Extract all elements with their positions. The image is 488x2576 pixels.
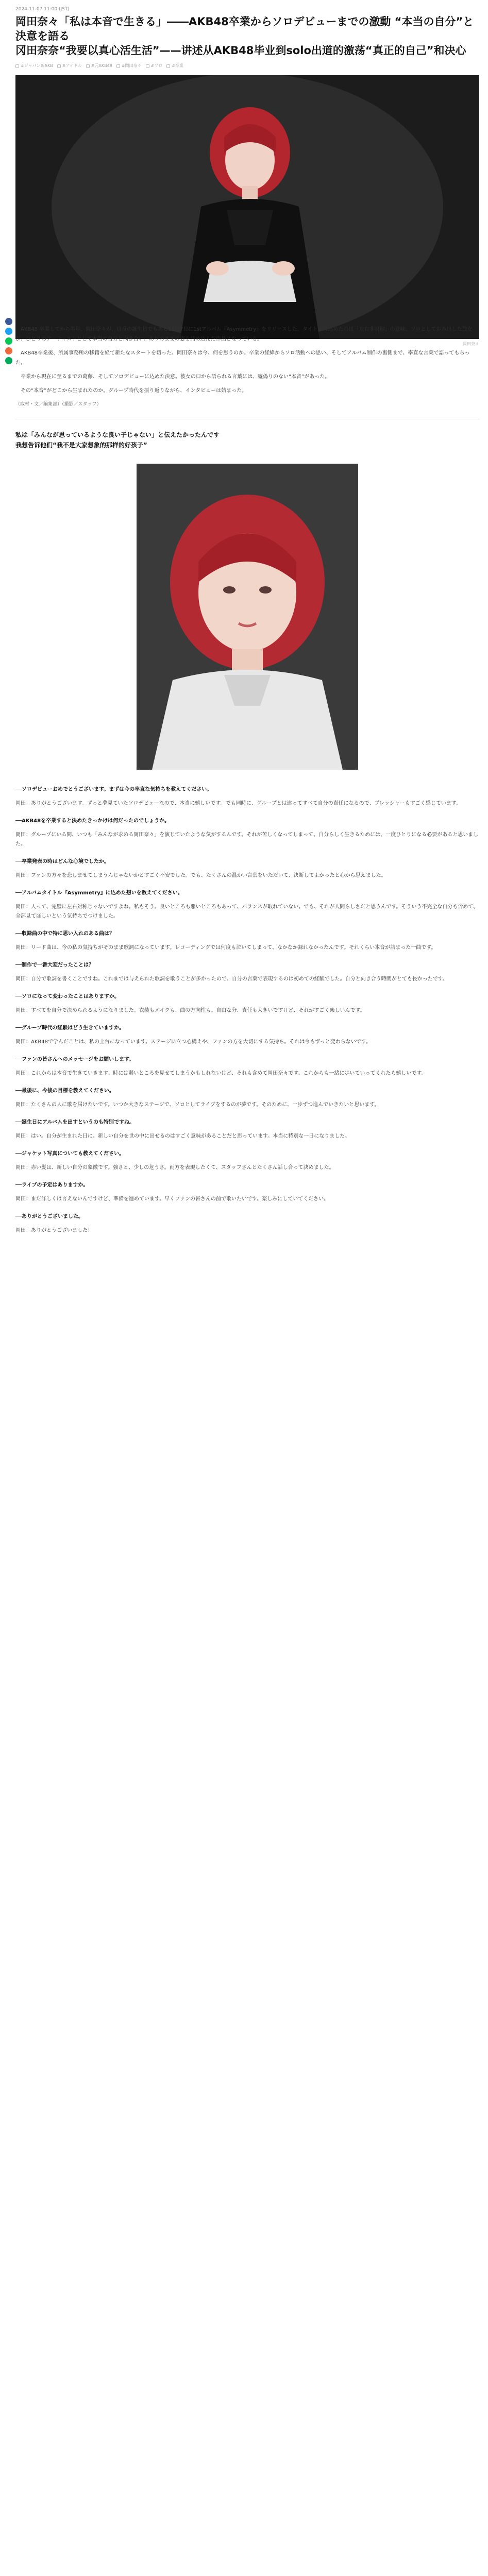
- answer: 岡田：赤い髪は、新しい自分の象徴です。強さと、少しの危うさ。両方を表現したくて、スタッフさんとたくさん話し合って決めました。: [15, 1165, 334, 1171]
- lead-paragraph: 卒業から現在に至るまでの葛藤、そしてソロデビューに込めた決意。彼女の口から語られる言葉には、嘘偽りのない“本音”があった。: [21, 374, 330, 380]
- pull-quote-jp: 私は「みんなが思っているような良い子じゃない」と伝えたかったんです: [15, 431, 220, 438]
- interview-section: [15, 785, 479, 1235]
- answer: 岡田：ありがとうございました！: [15, 1228, 93, 1233]
- twitter-share-icon[interactable]: [5, 328, 12, 335]
- answer: 岡田：ありがとうございます。ずっと夢見ていたソロデビューなので、本当に嬉しいです。でも同時に、グループとは違ってすべて自分の責任になるので、プレッシャーもすごく感じています。: [15, 801, 461, 806]
- answer: 岡田：人って、完璧に左右対称じゃないですよね。私もそう。良いところも悪いところもあって、バランスが取れていない。でも、それが人間らしさだと思うんです。そういう不完全な自分も含めて、全部見てほしいという気持ちでつけました。: [15, 904, 479, 919]
- question: ──ファンの皆さんへのメッセージをお願いします。: [15, 1057, 134, 1062]
- title-jp: 岡田奈々「私は本音で生きる」――AKB48卒業からソロデビューまでの激動 “本当の自分”と決意を語る: [15, 15, 474, 42]
- tag-icon: [57, 64, 61, 68]
- tag-list: [15, 63, 479, 69]
- answer: 岡田：これからは本音で生きていきます。時には弱いところを見せてしまうかもしれないけど、それも含めて岡田奈々です。これからも一緒に歩いていってくれたら嬉しいです。: [15, 1071, 427, 1076]
- tag-icon: [15, 64, 19, 68]
- tag-item[interactable]: #アイドル: [57, 63, 82, 69]
- tag-icon: [166, 64, 170, 68]
- line-share-icon[interactable]: [5, 337, 12, 345]
- portrait-photo-illustration: [137, 464, 358, 770]
- answer: 岡田：自分で歌詞を書くことですね。これまでは与えられた歌詞を歌うことが多かったので、自分の言葉で表現するのは初めての経験でした。自分と向き合う時間がとても長かったです。: [15, 976, 448, 982]
- article-body: [15, 325, 479, 1235]
- hero-image: [15, 75, 479, 339]
- tag-item[interactable]: #ソロ: [146, 63, 163, 69]
- title-cn: 冈田奈奈“我要以真心活生活”——讲述从AKB48毕业到solo出道的激荡“真正的自己”和决心: [15, 44, 466, 57]
- question: ──誕生日にアルバムを出すというのも特別ですね。: [15, 1120, 134, 1125]
- question: ──ありがとうございました。: [15, 1214, 84, 1219]
- question: ──制作で一番大変だったことは？: [15, 962, 94, 968]
- question: ──ソロになって変わったことはありますか。: [15, 994, 120, 999]
- answer: 岡田：まだ詳しくは言えないんですけど、準備を進めています。早くファンの皆さんの前で歌いたいです。楽しみにしていてください。: [15, 1196, 329, 1202]
- tag-icon: [86, 64, 90, 68]
- lead-section: [15, 325, 479, 409]
- share-bar: [5, 318, 12, 364]
- tag-item[interactable]: #元AKB48: [86, 63, 112, 69]
- question: ──グループ時代の経験はどう生きていますか。: [15, 1025, 125, 1031]
- tag-icon: [116, 64, 120, 68]
- lead-paragraph: AKB48卒業後、所属事務所の移籍を経て新たなスタートを切った。岡田奈々は今、何を思うのか。卒業の経緯からソロ活動への思い、そしてアルバム制作の裏側まで、率直な言葉で語ってもらった。: [15, 350, 470, 366]
- question: ──ジャケット写真についても教えてください。: [15, 1151, 125, 1157]
- tag-item[interactable]: #岡田奈々: [116, 63, 142, 69]
- question: ──収録曲の中で特に思い入れのある曲は？: [15, 931, 115, 937]
- answer: 岡田：リード曲は、今の私の気持ちがそのまま歌詞になっています。レコーディングでは何度も泣いてしまって、なかなか録れなかったんです。それくらい本音が詰まった一曲です。: [15, 945, 436, 951]
- article-credit: （取材・文／編集部）（撮影／スタッフ）: [15, 402, 102, 407]
- tag-item[interactable]: #ジャパン＆AKB: [15, 63, 53, 69]
- answer: 岡田：たくさんの人に歌を届けたいです。いつか大きなステージで、ソロとしてライブをするのが夢です。そのために、一歩ずつ進んでいきたいと思います。: [15, 1102, 380, 1108]
- publish-date: 2024-11-07 11:00 (JST): [15, 7, 70, 12]
- portrait-image: [137, 464, 358, 770]
- answer: 岡田：グループにいる間、いつも「みんなが求める岡田奈々」を演じていたような気がするんです。それが苦しくなってしまって。自分らしく生きるためには、一度ひとりになる必要があると思いました。: [15, 832, 479, 847]
- hero-photo-illustration: [15, 75, 479, 339]
- answer: 岡田：AKB48で学んだことは、私の土台になっています。ステージに立つ心構えや、ファンの方を大切にする気持ち。それは今もずっと変わらないです。: [15, 1039, 371, 1045]
- lead-paragraph: その“本音”がどこから生まれたのか。グループ時代を振り返りながら、インタビューは始まった。: [21, 388, 247, 394]
- answer: 岡田：はい。自分が生まれた日に、新しい自分を世の中に出せるのはすごく意味があることだと思っています。本当に特別な一日になりました。: [15, 1133, 350, 1139]
- hero-caption: 岡田奈々: [463, 342, 479, 346]
- pull-quote-cn: 我想告诉他们“我不是大家想象的那样的好孩子”: [15, 442, 147, 449]
- question: ──卒業発表の時はどんな心境でしたか。: [15, 859, 110, 865]
- copy-link-icon[interactable]: [5, 357, 12, 364]
- facebook-share-icon[interactable]: [5, 318, 12, 325]
- article-header: [15, 6, 479, 347]
- tag-icon: [146, 64, 149, 68]
- question: ──アルバムタイトル『Asymmetry』に込めた想いを教えてください。: [15, 890, 183, 896]
- tag-item[interactable]: #卒業: [166, 63, 183, 69]
- question: ──ライブの予定はありますか。: [15, 1182, 89, 1188]
- question: ──最後に、今後の目標を教えてください。: [15, 1088, 115, 1094]
- hatena-share-icon[interactable]: [5, 347, 12, 354]
- question: ──AKB48を卒業すると決めたきっかけは何だったのでしょうか。: [15, 818, 170, 824]
- question: ──ソロデビューおめでとうございます。まずは今の率直な気持ちを教えてください。: [15, 787, 212, 792]
- answer: 岡田：すべてを自分で決められるようになりました。衣装もメイクも、曲の方向性も。自由な分、責任も大きいですけど、それがすごく楽しいんです。: [15, 1008, 365, 1013]
- answer: 岡田：ファンの方々を悲しませてしまうんじゃないかとすごく不安でした。でも、たくさんの温かい言葉をいただいて、決断してよかったと心から思えました。: [15, 873, 386, 878]
- lead-paragraph: AKB48 卒業してから半年。岡田奈々が、自身の誕生日でもある11月7日に1stアルバム『Asymmetry』をリリースした。タイトルに込めたのは「左右非対称」の意味。ソロとして歩み出した彼女が、ひとりのアーティストとして本当の自分と向き合い、ありのままの姿を詰め込んだ作品となっている。: [15, 327, 473, 342]
